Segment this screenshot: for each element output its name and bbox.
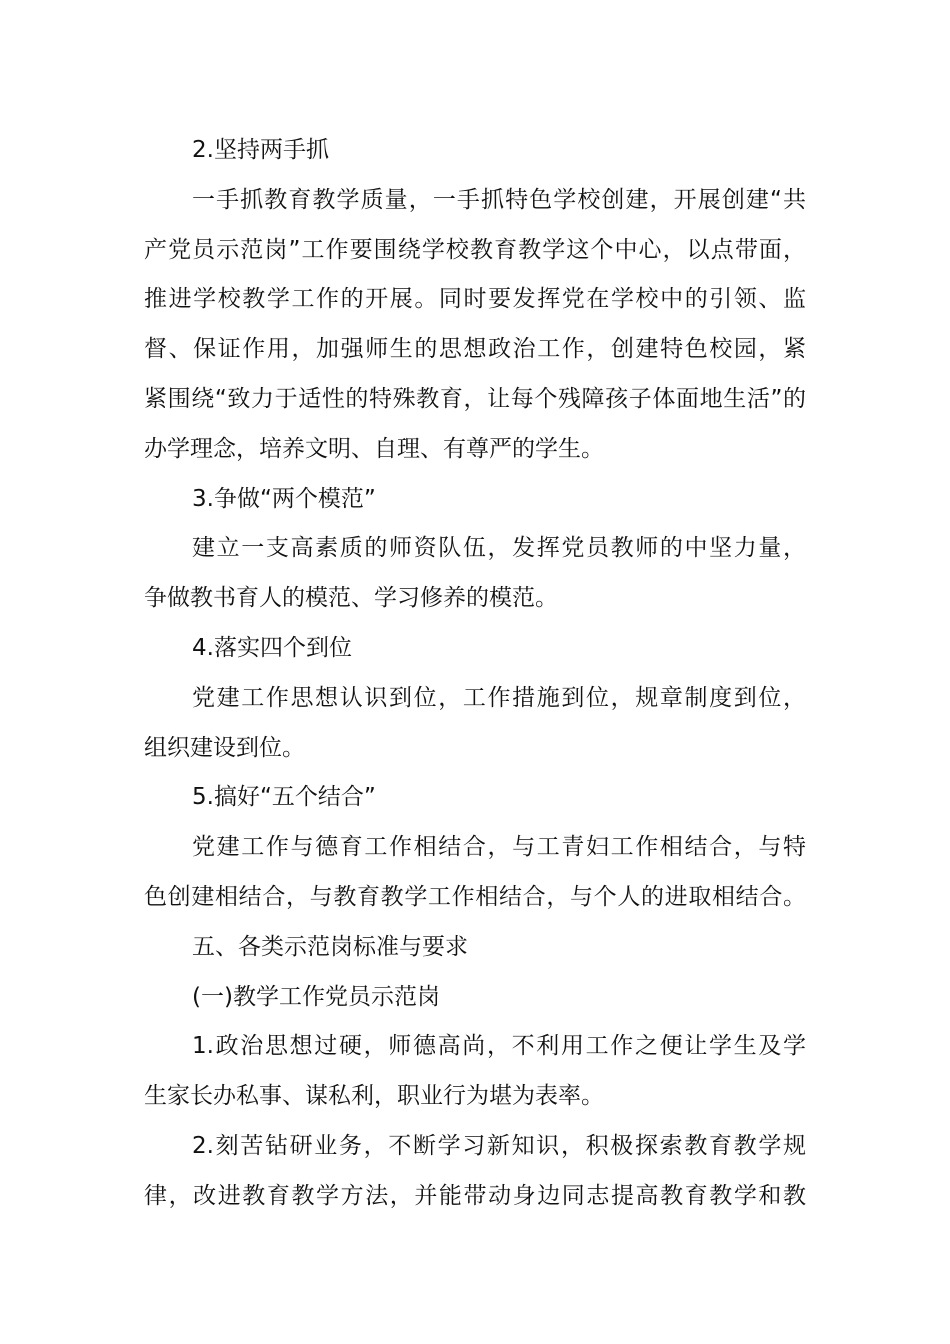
paragraph-line: 组织建设到位。 (144, 734, 305, 761)
paragraph-line: 2.刻苦钻研业务，不断学习新知识，积极探索教育教学规 (192, 1132, 806, 1159)
paragraph-line: 督、保证作用，加强师生的思想政治工作，创建特色校园，紧 (144, 336, 806, 363)
paragraph-line: 建立一支高素质的师资队伍，发挥党员教师的中坚力量， (192, 535, 806, 562)
paragraph-line: 1.政治思想过硬，师德高尚，不利用工作之便让学生及学 (192, 1033, 806, 1060)
paragraph-line: 争做教书育人的模范、学习修养的模范。 (144, 585, 558, 612)
section-heading-persist-two-hands: 2.坚持两手抓 (192, 137, 329, 163)
chapter-heading-standards: 五、各类示范岗标准与要求 (192, 933, 468, 960)
section-heading-two-models: 3.争做“两个模范” (192, 485, 376, 512)
paragraph-line: 生家长办私事、谋私利，职业行为堪为表率。 (144, 1083, 604, 1110)
paragraph-line: 一手抓教育教学质量，一手抓特色学校创建，开展创建“共 (192, 186, 806, 213)
subsection-heading-teaching-post: (一)教学工作党员示范岗 (192, 983, 440, 1010)
paragraph-line: 紧围绕“致力于适性的特殊教育，让每个残障孩子体面地生活”的 (144, 385, 806, 412)
paragraph-line: 推进学校教学工作的开展。同时要发挥党在学校中的引领、监 (144, 286, 806, 313)
paragraph-line: 党建工作与德育工作相结合，与工青妇工作相结合，与特 (192, 834, 806, 861)
paragraph-line: 色创建相结合，与教育教学工作相结合，与个人的进取相结合。 (144, 883, 806, 910)
paragraph-line: 办学理念，培养文明、自理、有尊严的学生。 (144, 435, 604, 462)
paragraph-line: 产党员示范岗”工作要围绕学校教育教学这个中心，以点带面， (144, 236, 806, 263)
paragraph-line: 律，改进教育教学方法，并能带动身边同志提高教育教学和教 (144, 1182, 806, 1209)
document-body (144, 126, 806, 1222)
paragraph-line: 党建工作思想认识到位，工作措施到位，规章制度到位， (192, 684, 806, 711)
section-heading-five-combinations: 5.搞好“五个结合” (192, 784, 376, 811)
section-heading-four-in-place: 4.落实四个到位 (192, 634, 352, 661)
